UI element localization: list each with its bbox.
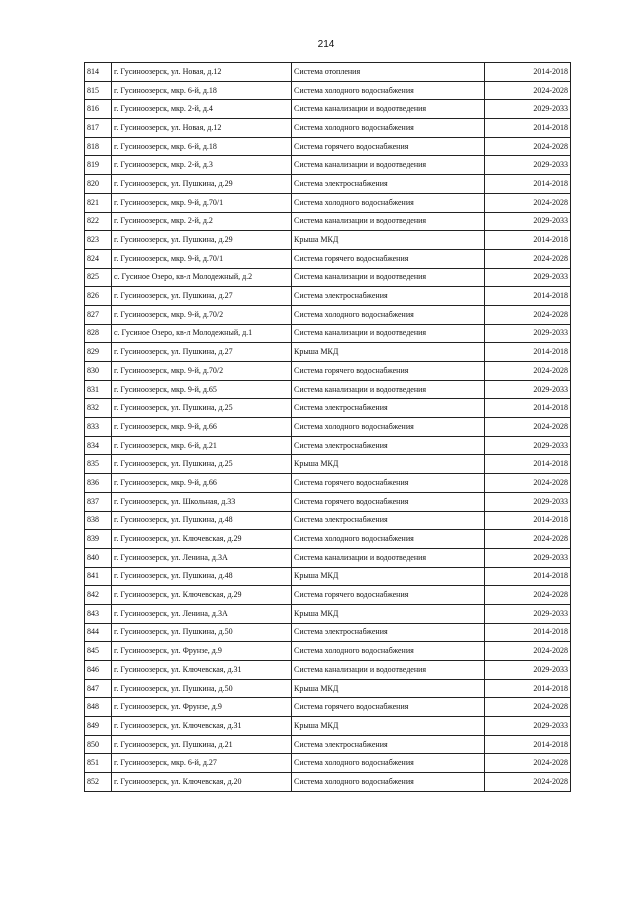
page-number: 214 [317, 39, 335, 50]
row-number: 824 [85, 249, 112, 268]
address-cell: г. Гусиноозерск, мкр. 6-й, д.27 [112, 754, 292, 773]
table-row [85, 175, 571, 194]
table-row [85, 735, 571, 754]
address-cell: г. Гусиноозерск, мкр. 9-й, д.66 [112, 474, 292, 493]
row-number: 846 [85, 661, 112, 680]
table-row [85, 492, 571, 511]
period-cell: 2029-2033 [485, 436, 571, 455]
table-row [85, 604, 571, 623]
row-number: 850 [85, 735, 112, 754]
period-cell: 2029-2033 [485, 717, 571, 736]
period-cell: 2014-2018 [485, 119, 571, 138]
address-cell: г. Гусиноозерск, мкр. 9-й, д.70/1 [112, 193, 292, 212]
address-cell: г. Гусиноозерск, мкр. 2-й, д.4 [112, 100, 292, 119]
table-row [85, 418, 571, 437]
address-cell: г. Гусиноозерск, ул. Ключевская, д.29 [112, 586, 292, 605]
row-number: 823 [85, 231, 112, 250]
system-cell: Система электроснабжения [292, 436, 485, 455]
system-cell: Система канализации и водоотведения [292, 548, 485, 567]
system-cell: Система холодного водоснабжения [292, 642, 485, 661]
system-cell: Система холодного водоснабжения [292, 305, 485, 324]
row-number: 837 [85, 492, 112, 511]
system-cell: Крыша МКД [292, 343, 485, 362]
address-cell: г. Гусиноозерск, ул. Ленина, д.3А [112, 548, 292, 567]
period-cell: 2029-2033 [485, 604, 571, 623]
address-cell: г. Гусиноозерск, ул. Пушкина, д.27 [112, 343, 292, 362]
table-row [85, 231, 571, 250]
period-cell: 2024-2028 [485, 754, 571, 773]
address-cell: с. Гусиное Озеро, кв-л Молодежный, д.2 [112, 268, 292, 287]
period-cell: 2014-2018 [485, 343, 571, 362]
system-cell: Система горячего водоснабжения [292, 698, 485, 717]
period-cell: 2029-2033 [485, 156, 571, 175]
address-cell: г. Гусиноозерск, ул. Пушкина, д.29 [112, 175, 292, 194]
table-row [85, 362, 571, 381]
system-cell: Система горячего водоснабжения [292, 586, 485, 605]
row-number: 820 [85, 175, 112, 194]
address-cell: г. Гусиноозерск, ул. Пушкина, д.21 [112, 735, 292, 754]
table-row [85, 399, 571, 418]
period-cell: 2024-2028 [485, 773, 571, 792]
period-cell: 2014-2018 [485, 399, 571, 418]
system-cell: Система холодного водоснабжения [292, 193, 485, 212]
row-number: 836 [85, 474, 112, 493]
row-number: 844 [85, 623, 112, 642]
system-cell: Система канализации и водоотведения [292, 268, 485, 287]
system-cell: Крыша МКД [292, 455, 485, 474]
period-cell: 2024-2028 [485, 530, 571, 549]
table-row [85, 305, 571, 324]
period-cell: 2014-2018 [485, 455, 571, 474]
table-row [85, 268, 571, 287]
system-cell: Система канализации и водоотведения [292, 212, 485, 231]
period-cell: 2029-2033 [485, 380, 571, 399]
address-cell: г. Гусиноозерск, ул. Пушкина, д.25 [112, 455, 292, 474]
row-number: 822 [85, 212, 112, 231]
system-cell: Крыша МКД [292, 231, 485, 250]
period-cell: 2024-2028 [485, 418, 571, 437]
address-cell: г. Гусиноозерск, мкр. 9-й, д.66 [112, 418, 292, 437]
system-cell: Система горячего водоснабжения [292, 249, 485, 268]
row-number: 832 [85, 399, 112, 418]
table-row [85, 530, 571, 549]
table-row [85, 287, 571, 306]
period-cell: 2014-2018 [485, 175, 571, 194]
row-number: 826 [85, 287, 112, 306]
period-cell: 2024-2028 [485, 249, 571, 268]
address-cell: г. Гусиноозерск, ул. Ключевская, д.29 [112, 530, 292, 549]
row-number: 839 [85, 530, 112, 549]
period-cell: 2029-2033 [485, 100, 571, 119]
period-cell: 2014-2018 [485, 511, 571, 530]
table-row [85, 193, 571, 212]
period-cell: 2029-2033 [485, 548, 571, 567]
row-number: 840 [85, 548, 112, 567]
row-number: 827 [85, 305, 112, 324]
system-cell: Система холодного водоснабжения [292, 773, 485, 792]
table-row [85, 436, 571, 455]
system-cell: Система горячего водоснабжения [292, 362, 485, 381]
table-row [85, 324, 571, 343]
table-row [85, 380, 571, 399]
table-row [85, 100, 571, 119]
system-cell: Система холодного водоснабжения [292, 530, 485, 549]
row-number: 831 [85, 380, 112, 399]
system-cell: Система холодного водоснабжения [292, 754, 485, 773]
table-row [85, 567, 571, 586]
address-cell: г. Гусиноозерск, ул. Пушкина, д.50 [112, 623, 292, 642]
repair-schedule-table [84, 62, 571, 792]
system-cell: Система горячего водоснабжения [292, 474, 485, 493]
address-cell: г. Гусиноозерск, ул. Школьная, д.33 [112, 492, 292, 511]
row-number: 835 [85, 455, 112, 474]
system-cell: Крыша МКД [292, 679, 485, 698]
address-cell: г. Гусиноозерск, мкр. 6-й, д.18 [112, 81, 292, 100]
system-cell: Система горячего водоснабжения [292, 492, 485, 511]
table-row [85, 717, 571, 736]
table-row [85, 81, 571, 100]
row-number: 830 [85, 362, 112, 381]
period-cell: 2014-2018 [485, 679, 571, 698]
row-number: 818 [85, 137, 112, 156]
table-row [85, 137, 571, 156]
address-cell: г. Гусиноозерск, ул. Пушкина, д.48 [112, 511, 292, 530]
address-cell: г. Гусиноозерск, мкр. 6-й, д.18 [112, 137, 292, 156]
system-cell: Система канализации и водоотведения [292, 156, 485, 175]
row-number: 828 [85, 324, 112, 343]
table-row [85, 249, 571, 268]
period-cell: 2029-2033 [485, 212, 571, 231]
system-cell: Система электроснабжения [292, 623, 485, 642]
row-number: 816 [85, 100, 112, 119]
table-row [85, 156, 571, 175]
table-row [85, 119, 571, 138]
system-cell: Система горячего водоснабжения [292, 137, 485, 156]
address-cell: г. Гусиноозерск, ул. Новая, д.12 [112, 63, 292, 82]
row-number: 834 [85, 436, 112, 455]
table-row [85, 455, 571, 474]
system-cell: Система холодного водоснабжения [292, 81, 485, 100]
system-cell: Система холодного водоснабжения [292, 418, 485, 437]
address-cell: г. Гусиноозерск, мкр. 2-й, д.2 [112, 212, 292, 231]
period-cell: 2024-2028 [485, 698, 571, 717]
system-cell: Система электроснабжения [292, 735, 485, 754]
address-cell: г. Гусиноозерск, ул. Пушкина, д.29 [112, 231, 292, 250]
period-cell: 2024-2028 [485, 642, 571, 661]
system-cell: Система электроснабжения [292, 175, 485, 194]
address-cell: г. Гусиноозерск, ул. Ключевская, д.31 [112, 717, 292, 736]
period-cell: 2029-2033 [485, 324, 571, 343]
row-number: 838 [85, 511, 112, 530]
address-cell: г. Гусиноозерск, ул. Ключевская, д.31 [112, 661, 292, 680]
row-number: 852 [85, 773, 112, 792]
row-number: 851 [85, 754, 112, 773]
period-cell: 2029-2033 [485, 661, 571, 680]
table-row [85, 474, 571, 493]
system-cell: Система отопления [292, 63, 485, 82]
table-row [85, 698, 571, 717]
row-number: 843 [85, 604, 112, 623]
row-number: 842 [85, 586, 112, 605]
period-cell: 2024-2028 [485, 81, 571, 100]
system-cell: Система канализации и водоотведения [292, 100, 485, 119]
system-cell: Система электроснабжения [292, 511, 485, 530]
table-row [85, 642, 571, 661]
system-cell: Система канализации и водоотведения [292, 324, 485, 343]
system-cell: Крыша МКД [292, 567, 485, 586]
table-row [85, 212, 571, 231]
system-cell: Система электроснабжения [292, 287, 485, 306]
row-number: 814 [85, 63, 112, 82]
address-cell: г. Гусиноозерск, мкр. 9-й, д.70/1 [112, 249, 292, 268]
table-row [85, 548, 571, 567]
table-row [85, 63, 571, 82]
address-cell: г. Гусиноозерск, ул. Пушкина, д.48 [112, 567, 292, 586]
period-cell: 2014-2018 [485, 63, 571, 82]
address-cell: г. Гусиноозерск, ул. Фрунзе, д.9 [112, 698, 292, 717]
address-cell: г. Гусиноозерск, мкр. 6-й, д.21 [112, 436, 292, 455]
system-cell: Система канализации и водоотведения [292, 380, 485, 399]
period-cell: 2029-2033 [485, 492, 571, 511]
row-number: 845 [85, 642, 112, 661]
row-number: 817 [85, 119, 112, 138]
address-cell: г. Гусиноозерск, ул. Ленина, д.3А [112, 604, 292, 623]
address-cell: г. Гусиноозерск, мкр. 2-й, д.3 [112, 156, 292, 175]
period-cell: 2024-2028 [485, 137, 571, 156]
address-cell: с. Гусиное Озеро, кв-л Молодежный, д.1 [112, 324, 292, 343]
address-cell: г. Гусиноозерск, ул. Фрунзе, д.9 [112, 642, 292, 661]
row-number: 847 [85, 679, 112, 698]
row-number: 829 [85, 343, 112, 362]
system-cell: Крыша МКД [292, 604, 485, 623]
row-number: 821 [85, 193, 112, 212]
system-cell: Система холодного водоснабжения [292, 119, 485, 138]
row-number: 819 [85, 156, 112, 175]
address-cell: г. Гусиноозерск, мкр. 9-й, д.65 [112, 380, 292, 399]
row-number: 815 [85, 81, 112, 100]
table-row [85, 661, 571, 680]
table-row [85, 679, 571, 698]
row-number: 848 [85, 698, 112, 717]
row-number: 825 [85, 268, 112, 287]
address-cell: г. Гусиноозерск, мкр. 9-й, д.70/2 [112, 305, 292, 324]
address-cell: г. Гусиноозерск, ул. Ключевская, д.20 [112, 773, 292, 792]
table-body [85, 63, 571, 792]
period-cell: 2024-2028 [485, 193, 571, 212]
period-cell: 2014-2018 [485, 231, 571, 250]
period-cell: 2014-2018 [485, 287, 571, 306]
table-row [85, 343, 571, 362]
table-row [85, 511, 571, 530]
table-row [85, 623, 571, 642]
address-cell: г. Гусиноозерск, ул. Пушкина, д.25 [112, 399, 292, 418]
row-number: 849 [85, 717, 112, 736]
period-cell: 2014-2018 [485, 623, 571, 642]
address-cell: г. Гусиноозерск, ул. Пушкина, д.50 [112, 679, 292, 698]
period-cell: 2014-2018 [485, 567, 571, 586]
period-cell: 2024-2028 [485, 305, 571, 324]
period-cell: 2024-2028 [485, 474, 571, 493]
row-number: 841 [85, 567, 112, 586]
period-cell: 2024-2028 [485, 362, 571, 381]
period-cell: 2014-2018 [485, 735, 571, 754]
system-cell: Система канализации и водоотведения [292, 661, 485, 680]
address-cell: г. Гусиноозерск, мкр. 9-й, д.70/2 [112, 362, 292, 381]
period-cell: 2029-2033 [485, 268, 571, 287]
address-cell: г. Гусиноозерск, ул. Пушкина, д.27 [112, 287, 292, 306]
table-row [85, 754, 571, 773]
address-cell: г. Гусиноозерск, ул. Новая, д.12 [112, 119, 292, 138]
row-number: 833 [85, 418, 112, 437]
table-row [85, 773, 571, 792]
table-row [85, 586, 571, 605]
period-cell: 2024-2028 [485, 586, 571, 605]
system-cell: Крыша МКД [292, 717, 485, 736]
system-cell: Система электроснабжения [292, 399, 485, 418]
